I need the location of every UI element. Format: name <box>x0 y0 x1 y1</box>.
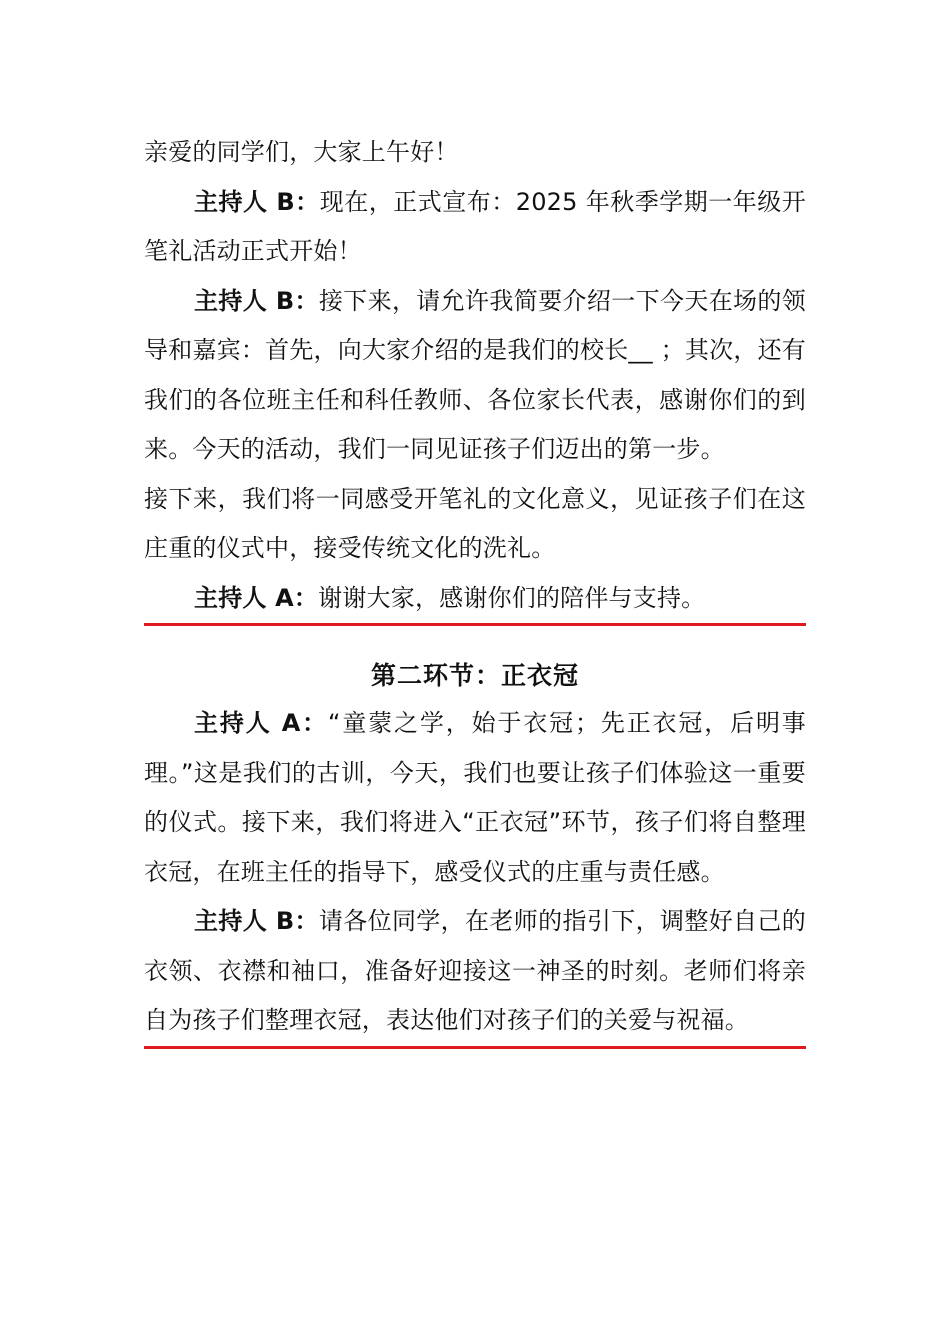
speaker-label: 主持人 B： <box>194 187 320 216</box>
host-a-thanks <box>144 574 806 624</box>
host-a-speech <box>144 699 806 897</box>
speaker-label: 主持人 A： <box>194 709 329 737</box>
speech-text: 谢谢大家，感谢你们的陪伴与支持。 <box>318 583 706 612</box>
greeting-text: 亲爱的同学们，大家上午好！ <box>144 138 459 166</box>
paragraph-text: 接下来，我们将一同感受开笔礼的文化意义，见证孩子们在这庄重的仪式中，接受传统文化的洗礼。 <box>144 484 806 562</box>
speech-text: “童蒙之学，始于衣冠；先正衣冠，后明事理。”这是我们的古训，今天，我们也要让孩子们体验这一重要的仪式。接下来，我们将进入“正衣冠”环节，孩子们将自整理衣冠，在班主任的指导下，感受仪式的庄重与责任感。 <box>144 709 806 886</box>
section-heading: 第二环节：正衣冠 <box>370 661 579 690</box>
greeting-paragraph <box>144 128 806 178</box>
section-divider <box>144 623 806 626</box>
speech-text: 请各位同学，在老师的指引下，调整好自己的衣领、衣襟和袖口，准备好迎接这一神圣的时刻。老师们将亲自为孩子们整理衣冠，表达他们对孩子们的关爱与祝福。 <box>144 907 806 1034</box>
section-divider <box>144 1046 806 1049</box>
speaker-label: 主持人 B： <box>194 907 319 935</box>
document-page <box>144 128 806 1049</box>
host-b-announcement <box>144 178 806 277</box>
speaker-label: 主持人 A： <box>194 583 319 612</box>
host-b-introduction <box>144 277 806 475</box>
host-b-speech <box>144 897 806 1046</box>
speech-text: 现在，正式宣布：2025 年秋季学期一年级开笔礼活动正式开始！ <box>144 187 806 265</box>
speaker-label: 主持人 B： <box>194 286 319 315</box>
speech-text: 接下来，请允许我简要介绍一下今天在场的领导和嘉宾：首先，向大家介绍的是我们的校长__ ；其次，还有我们的各位班主任和科任教师、各位家长代表，感谢你们的到来。今天的活动，我们一同见证孩子们迈出的第一步。 <box>144 286 806 463</box>
cultural-meaning-paragraph <box>144 475 806 574</box>
